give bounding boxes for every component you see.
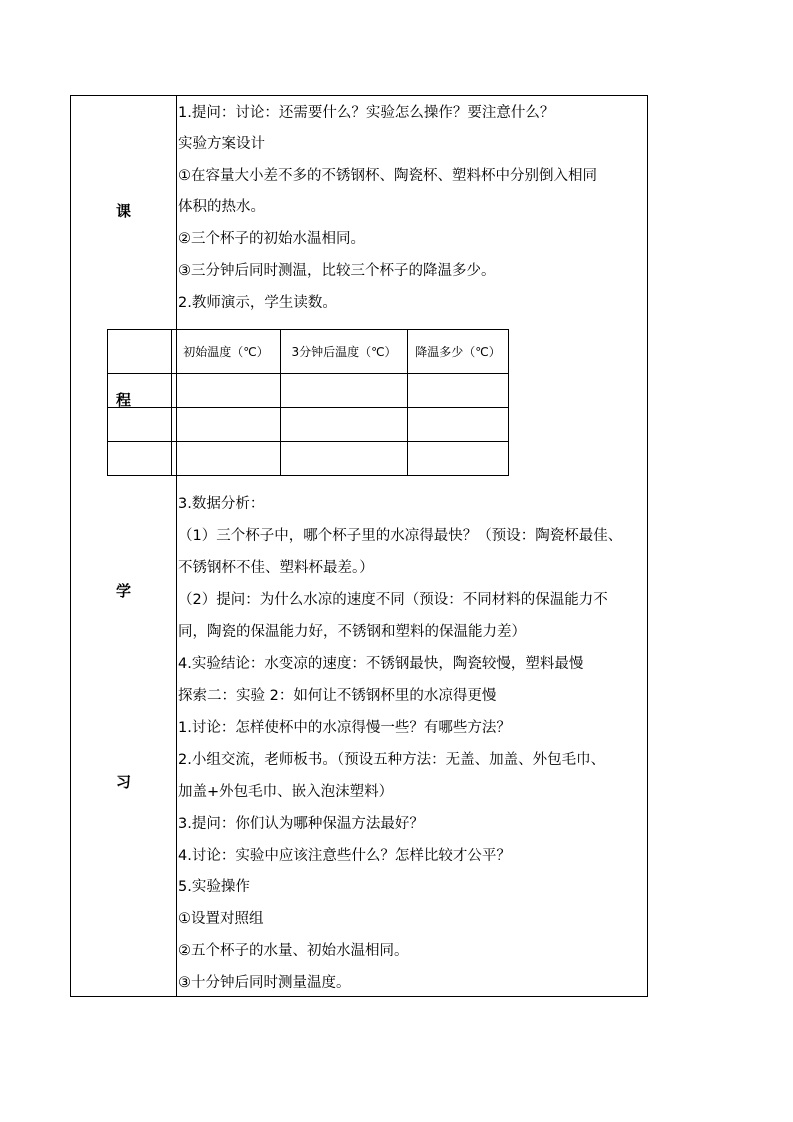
side-label-cheng: 程 (115, 391, 131, 409)
table-header-cell: 3分钟后温度（℃） (281, 330, 408, 374)
table-cell (108, 408, 172, 442)
section-label-column (71, 96, 177, 996)
table-cell (108, 442, 172, 476)
side-label-xi: 习 (115, 773, 131, 791)
table-header-cell: 初始温度（℃） (172, 330, 281, 374)
text-line: ①设置对照组 (178, 911, 264, 927)
text-line: 4.讨论：实验中应该注意些什么？怎样比较才公平？ (178, 848, 511, 864)
text-line: 加盖+外包毛巾、嵌入泡沫塑料） (178, 784, 394, 800)
table-header-cell: 降温多少（℃） (408, 330, 509, 374)
text-line: 不锈钢杯不佳、塑料杯最差。） (178, 560, 374, 576)
table-cell (281, 374, 408, 408)
text-line: 3.提问：你们认为哪种保温方法最好？ (178, 816, 424, 832)
table-cell (408, 408, 509, 442)
text-line: ②五个杯子的水量、初始水温相同。 (178, 943, 409, 959)
table-cell (408, 374, 509, 408)
text-line: （1）三个杯子中，哪个杯子里的水凉得最快？（预设：陶瓷杯最佳、 (178, 528, 623, 544)
text-line: 体积的热水。 (178, 199, 265, 215)
table-cell (281, 442, 408, 476)
table-cell (108, 374, 172, 408)
text-line: 同，陶瓷的保温能力好，不锈钢和塑料的保温能力差） (178, 624, 526, 640)
text-line: ③十分钟后同时测量温度。 (178, 975, 351, 991)
table-cell (408, 442, 509, 476)
text-line: 1.讨论：怎样使杯中的水凉得慢一些？有哪些方法？ (178, 720, 511, 736)
table-header-row (108, 330, 509, 374)
table-row (108, 374, 509, 408)
table-cell (172, 408, 281, 442)
text-line: 2.小组交流，老师板书。（预设五种方法：无盖、加盖、外包毛巾、 (178, 752, 606, 768)
table-cell (172, 374, 281, 408)
text-line: 探索二：实验 2：如何让不锈钢杯里的水凉得更慢 (178, 688, 497, 704)
table-cell (281, 408, 408, 442)
text-line: 3.数据分析： (178, 496, 265, 512)
text-line: ③三分钟后同时测温，比较三个杯子的降温多少。 (178, 263, 496, 279)
text-line: 1.提问：讨论：还需要什么？实验怎么操作？要注意什么？ (178, 105, 555, 121)
table-row (108, 408, 509, 442)
lesson-content (177, 96, 647, 996)
table-header-cell (108, 330, 172, 374)
text-line: （2）提问：为什么水凉的速度不同（预设：不同材料的保温能力不 (178, 592, 608, 608)
table-cell (172, 442, 281, 476)
lesson-frame (70, 95, 648, 997)
table-row (108, 442, 509, 476)
text-line: ②三个杯子的初始水温相同。 (178, 231, 365, 247)
text-line: ①在容量大小差不多的不锈钢杯、陶瓷杯、塑料杯中分别倒入相同 (178, 168, 597, 184)
text-line: 4.实验结论：水变凉的速度：不锈钢最快，陶瓷较慢，塑料最慢 (178, 656, 584, 672)
text-line: 实验方案设计 (178, 136, 265, 152)
side-label-ke: 课 (115, 202, 131, 220)
text-line: 2.教师演示，学生读数。 (178, 295, 337, 311)
temperature-table (107, 329, 509, 476)
text-line: 5.实验操作 (178, 879, 250, 895)
side-label-xue: 学 (115, 582, 131, 600)
